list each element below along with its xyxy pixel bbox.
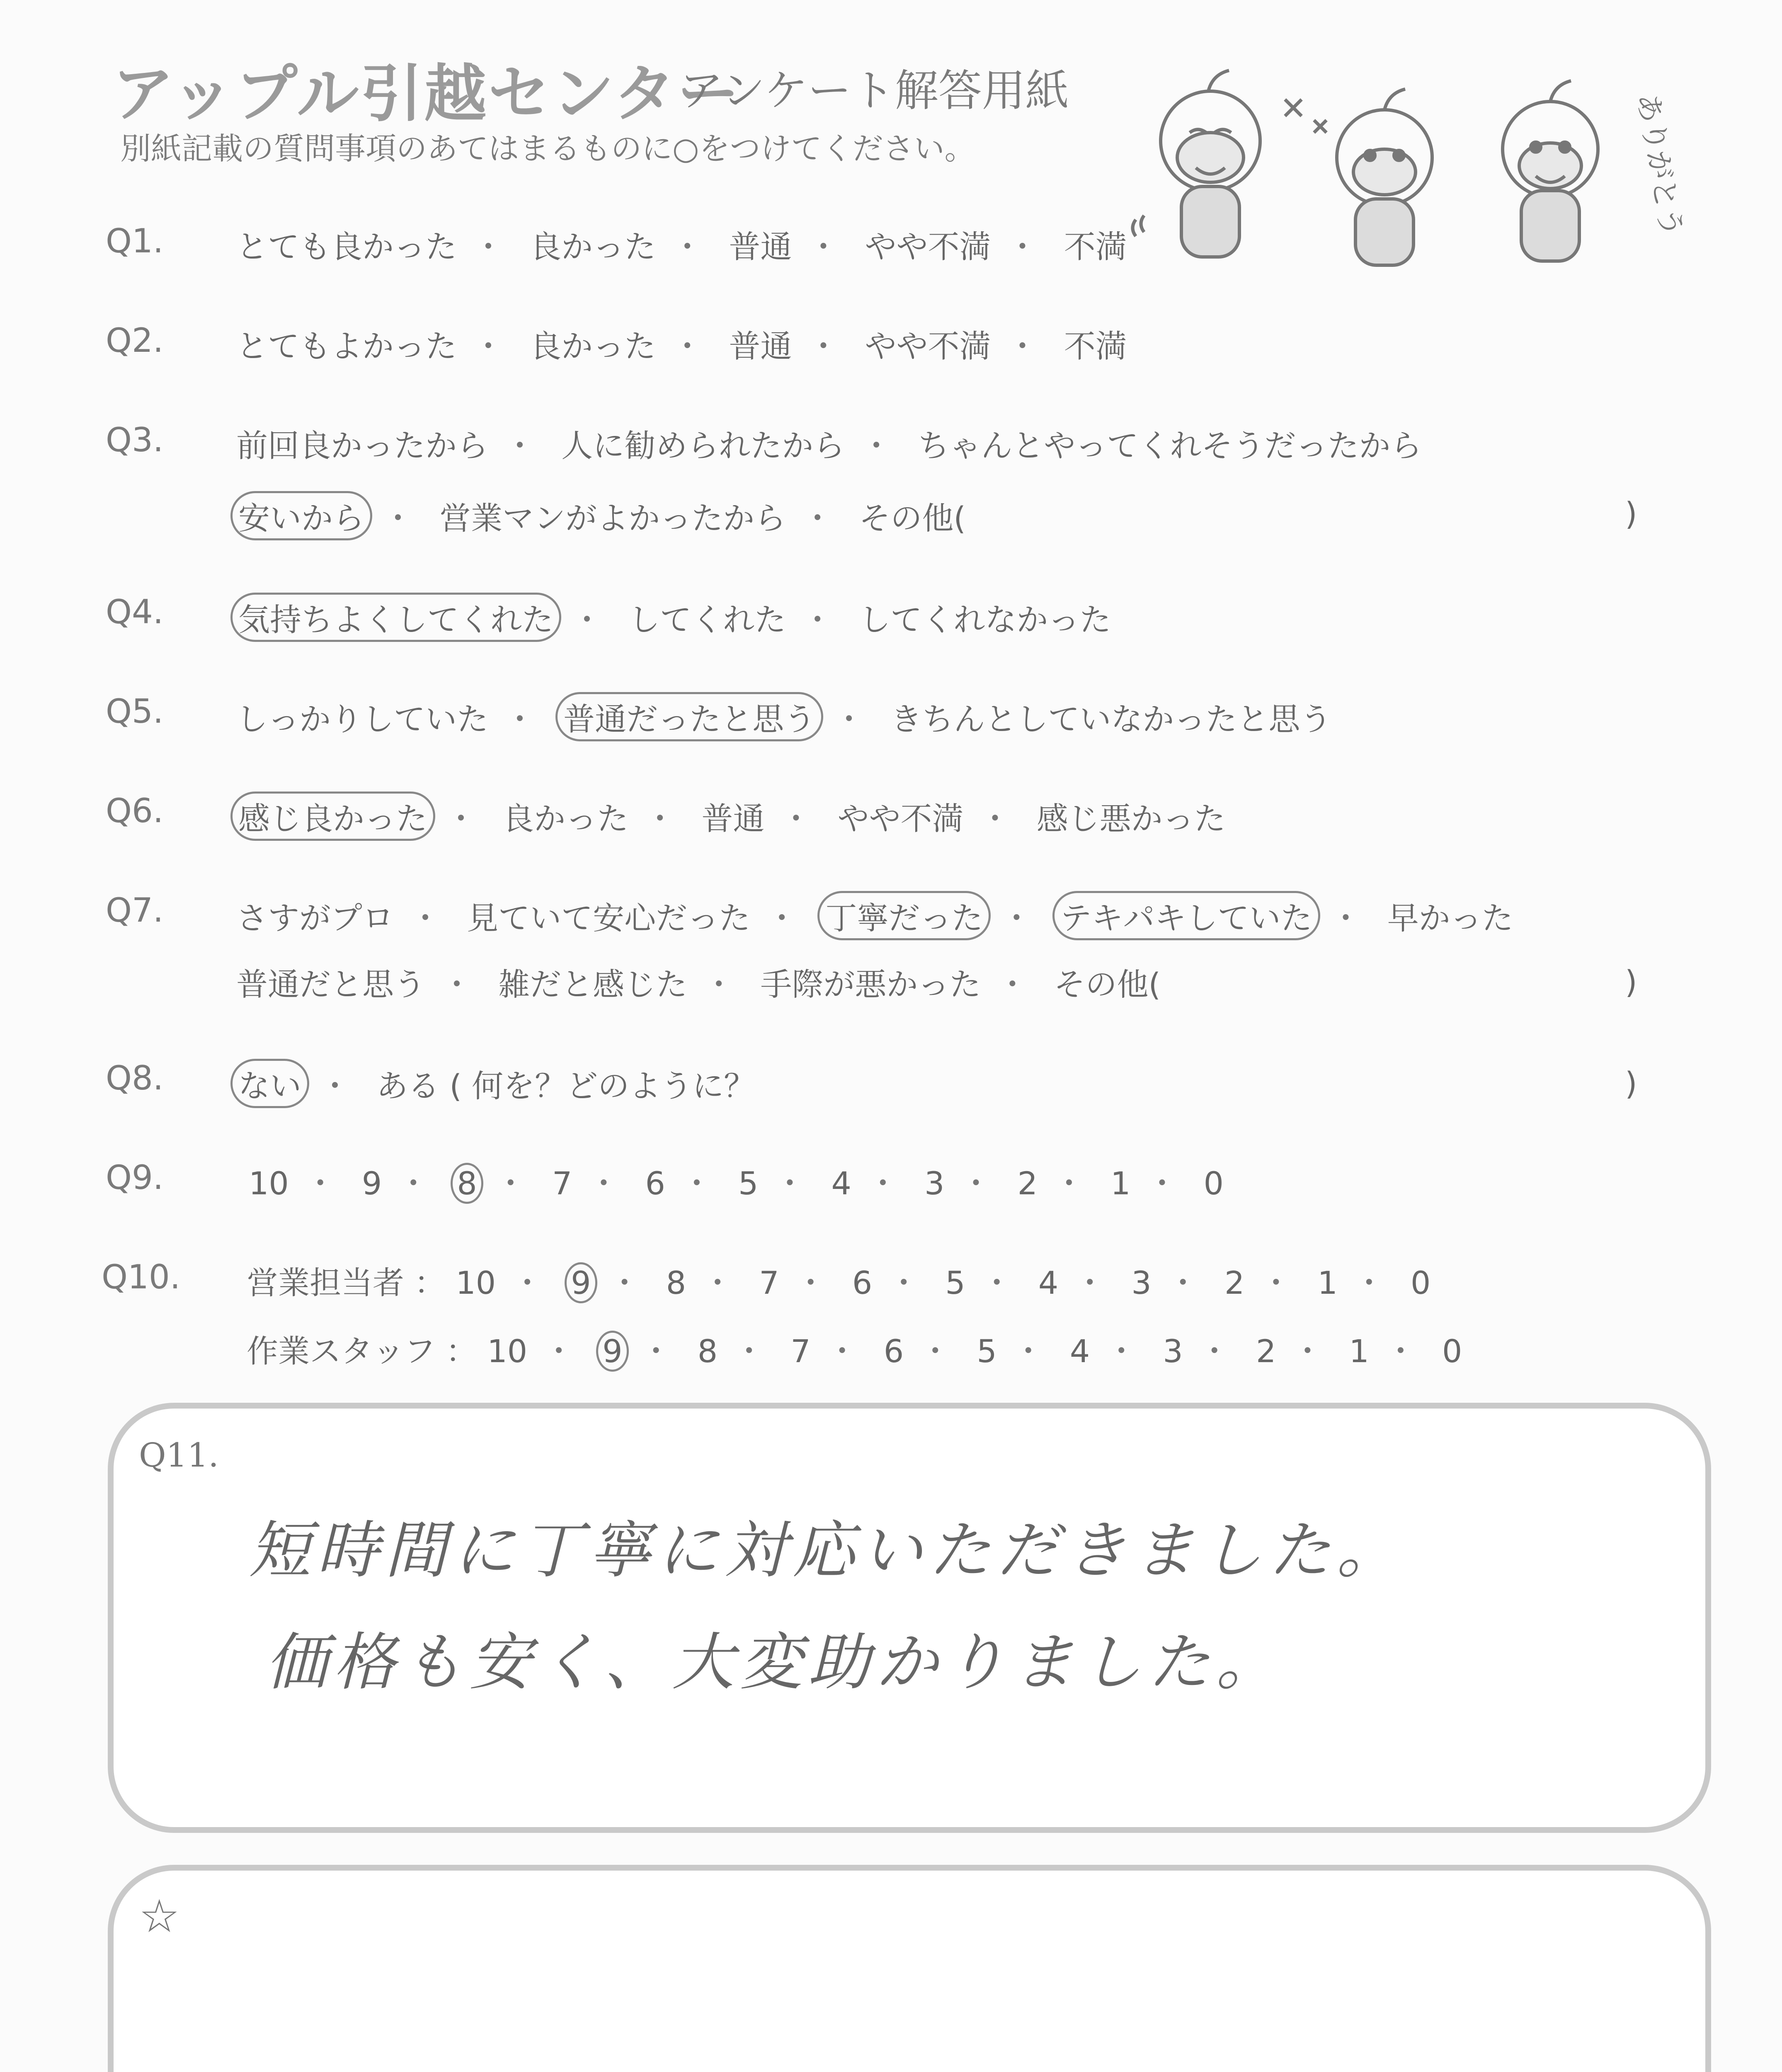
- q10-staff-value[interactable]: 1: [1349, 1333, 1369, 1370]
- q10-sales-value[interactable]: 4: [1038, 1264, 1059, 1301]
- q7-option[interactable]: 見ていて安心だった: [467, 900, 751, 937]
- q10-staff-value[interactable]: 5: [977, 1333, 997, 1370]
- q3-option[interactable]: 人に勧められたから: [561, 427, 845, 464]
- q6-option[interactable]: 良かった: [502, 800, 629, 837]
- q8-label: Q8.: [106, 1059, 164, 1097]
- q9-value[interactable]: 2: [1017, 1165, 1038, 1202]
- q6-option[interactable]: やや不満: [837, 800, 964, 837]
- q10-staff-value[interactable]: 3: [1163, 1333, 1183, 1370]
- q10-sales-value[interactable]: 0: [1411, 1264, 1431, 1301]
- q7-option-circled[interactable]: テキパキしていた: [1052, 891, 1320, 940]
- q1-option[interactable]: 不満: [1064, 228, 1127, 265]
- q9-value[interactable]: 5: [738, 1165, 759, 1202]
- q10-sales-value[interactable]: 6: [852, 1264, 873, 1301]
- q4-option[interactable]: してくれなかった: [859, 601, 1111, 638]
- q7-option-circled[interactable]: 丁寧だった: [817, 891, 991, 940]
- q9-value[interactable]: 3: [924, 1165, 945, 1202]
- q3-options-line2: 安いから ・ 営業マンがよかったから ・ その他(: [236, 491, 966, 540]
- q1-options: とても良かった ・ 良かった ・ 普通 ・ やや不満 ・ 不満: [236, 222, 1127, 267]
- q4-option[interactable]: してくれた: [628, 601, 786, 638]
- q3-option[interactable]: 前回良かったから: [236, 427, 488, 464]
- q10-sales-value[interactable]: 7: [759, 1264, 779, 1301]
- q1-option[interactable]: 良かった: [530, 228, 656, 265]
- q5-options: しっかりしていた ・ 普通だったと思う ・ きちんとしていなかったと思う: [236, 692, 1331, 741]
- q3-options-line1: 前回良かったから ・ 人に勧められたから ・ ちゃんとやってくれそうだったから: [236, 421, 1422, 466]
- q8-option-circled[interactable]: ない: [230, 1059, 309, 1108]
- q3-option-circled[interactable]: 安いから: [230, 491, 372, 540]
- form-subtitle: アンケート解答用紙: [680, 65, 1069, 116]
- q2-option[interactable]: やや不満: [865, 328, 991, 365]
- q5-label: Q5.: [106, 692, 164, 731]
- q2-options: とてもよかった ・ 良かった ・ 普通 ・ やや不満 ・ 不満: [236, 321, 1127, 366]
- q7-option[interactable]: 普通だと思う: [236, 966, 425, 1003]
- q10-colon: ：: [446, 1333, 478, 1370]
- q9-value[interactable]: 7: [552, 1165, 572, 1202]
- q10-staff-value-circled[interactable]: 9: [596, 1331, 628, 1372]
- q8-option[interactable]: ある ( 何を？どのように？: [376, 1067, 756, 1104]
- q10-staff-value[interactable]: 8: [697, 1333, 718, 1370]
- q7-option[interactable]: 手際が悪かった: [760, 966, 981, 1003]
- q5-option-circled[interactable]: 普通だったと思う: [555, 692, 823, 741]
- q10-staff-row: 作業スタッフ ： 10 ・ 9 ・ 8 ・ 7 ・ 6 ・ 5 ・ 4 ・ 3 ・ 2 ・ 1 ・ 0: [247, 1326, 1462, 1372]
- q10-staff-value[interactable]: 4: [1069, 1333, 1090, 1370]
- q9-value[interactable]: 1: [1110, 1165, 1131, 1202]
- q1-option[interactable]: 普通: [729, 228, 792, 265]
- q9-value[interactable]: 10: [249, 1165, 289, 1202]
- q7-option-other[interactable]: その他(: [1054, 966, 1161, 1003]
- q10-sales-row: 営業担当者 ： 10 ・ 9 ・ 8 ・ 7 ・ 6 ・ 5 ・ 4 ・ 3 ・ 2 ・ 1 ・ 0: [247, 1258, 1430, 1303]
- star-comment-box[interactable]: [108, 1865, 1711, 2072]
- q10-sales-value[interactable]: 5: [945, 1264, 965, 1301]
- q10-staff-label: 作業スタッフ: [247, 1333, 436, 1370]
- q7-close-paren: ): [1625, 963, 1637, 1000]
- q10-staff-value[interactable]: 6: [883, 1333, 904, 1370]
- star-icon: ☆: [139, 1890, 180, 1943]
- q9-value[interactable]: 0: [1203, 1165, 1224, 1202]
- q10-sales-value[interactable]: 3: [1131, 1264, 1152, 1301]
- q10-label: Q10.: [102, 1258, 181, 1296]
- q5-option[interactable]: しっかりしていた: [236, 701, 488, 738]
- q7-option[interactable]: 早かった: [1387, 900, 1513, 937]
- q7-option[interactable]: さすがプロ: [236, 900, 394, 937]
- q10-staff-value[interactable]: 7: [790, 1333, 811, 1370]
- q9-value[interactable]: 4: [831, 1165, 851, 1202]
- q10-sales-value-circled[interactable]: 9: [565, 1262, 597, 1303]
- q2-label: Q2.: [106, 321, 164, 360]
- q4-options: 気持ちよくしてくれた ・ してくれた ・ してくれなかった: [236, 593, 1111, 642]
- q7-option[interactable]: 雑だと感じた: [498, 966, 688, 1003]
- q8-options: ない ・ ある ( 何を？どのように？: [236, 1059, 755, 1108]
- q2-option[interactable]: 不満: [1064, 328, 1127, 365]
- q10-sales-value[interactable]: 2: [1224, 1264, 1245, 1301]
- q8-close-paren: ): [1625, 1065, 1637, 1102]
- q4-label: Q4.: [106, 593, 164, 631]
- q10-staff-value[interactable]: 2: [1256, 1333, 1276, 1370]
- monkey-mascot-illustration: [1119, 62, 1700, 278]
- q1-option[interactable]: やや不満: [865, 228, 991, 265]
- q3-label: Q3.: [106, 421, 164, 459]
- q6-option-circled[interactable]: 感じ良かった: [230, 792, 435, 841]
- q3-option[interactable]: ちゃんとやってくれそうだったから: [918, 427, 1422, 464]
- q10-sales-value[interactable]: 8: [666, 1264, 686, 1301]
- q9-label: Q9.: [106, 1158, 164, 1197]
- q2-option[interactable]: 良かった: [530, 328, 656, 365]
- q9-value-circled[interactable]: 8: [451, 1163, 483, 1204]
- q7-options-line2: 普通だと思う ・ 雑だと感じた ・ 手際が悪かった ・ その他(: [236, 959, 1161, 1005]
- q10-sales-value[interactable]: 10: [456, 1264, 496, 1301]
- q10-sales-label: 営業担当者: [247, 1264, 404, 1301]
- q6-label: Q6.: [106, 792, 164, 830]
- q3-close-paren: ): [1625, 495, 1637, 532]
- q3-option-other[interactable]: その他(: [859, 500, 966, 537]
- q7-label: Q7.: [106, 891, 164, 929]
- q2-option[interactable]: 普通: [729, 328, 792, 365]
- q10-colon: ：: [414, 1264, 446, 1301]
- q1-option[interactable]: とても良かった: [236, 228, 457, 265]
- q7-options-line1: さすがプロ ・ 見ていて安心だった ・ 丁寧だった ・ テキパキしていた ・ 早かった: [236, 891, 1513, 940]
- instruction-text: 別紙記載の質問事項のあてはまるものに○をつけてください。: [120, 131, 975, 167]
- q9-scale: 10 ・ 9 ・ 8 ・ 7 ・ 6 ・ 5 ・ 4 ・ 3 ・ 2 ・ 1 ・ 0: [249, 1158, 1224, 1204]
- q10-sales-value[interactable]: 1: [1317, 1264, 1338, 1301]
- form-title: アップル引越センター: [112, 58, 741, 130]
- q6-option[interactable]: 普通: [701, 800, 765, 837]
- q11-label: Q11.: [139, 1436, 219, 1474]
- q6-option[interactable]: 感じ悪かった: [1036, 800, 1226, 837]
- q5-option[interactable]: きちんとしていなかったと思う: [890, 701, 1332, 738]
- q9-value[interactable]: 9: [361, 1165, 382, 1202]
- q1-label: Q1.: [106, 222, 164, 260]
- q11-comment-line2: 価格も安く、大変助かりました。: [265, 1627, 1284, 1699]
- q9-value[interactable]: 6: [645, 1165, 665, 1202]
- q6-options: 感じ良かった ・ 良かった ・ 普通 ・ やや不満 ・ 感じ悪かった: [236, 792, 1226, 841]
- q4-option-circled[interactable]: 気持ちよくしてくれた: [230, 593, 561, 642]
- q11-comment-line1: 短時間に丁寧に対応いただきました。: [249, 1515, 1405, 1587]
- q2-option[interactable]: とてもよかった: [236, 328, 457, 365]
- q3-option[interactable]: 営業マンがよかったから: [439, 500, 786, 537]
- thanks-text: ありがとう: [1630, 90, 1689, 240]
- q10-staff-value[interactable]: 10: [487, 1333, 528, 1370]
- q10-staff-value[interactable]: 0: [1442, 1333, 1462, 1370]
